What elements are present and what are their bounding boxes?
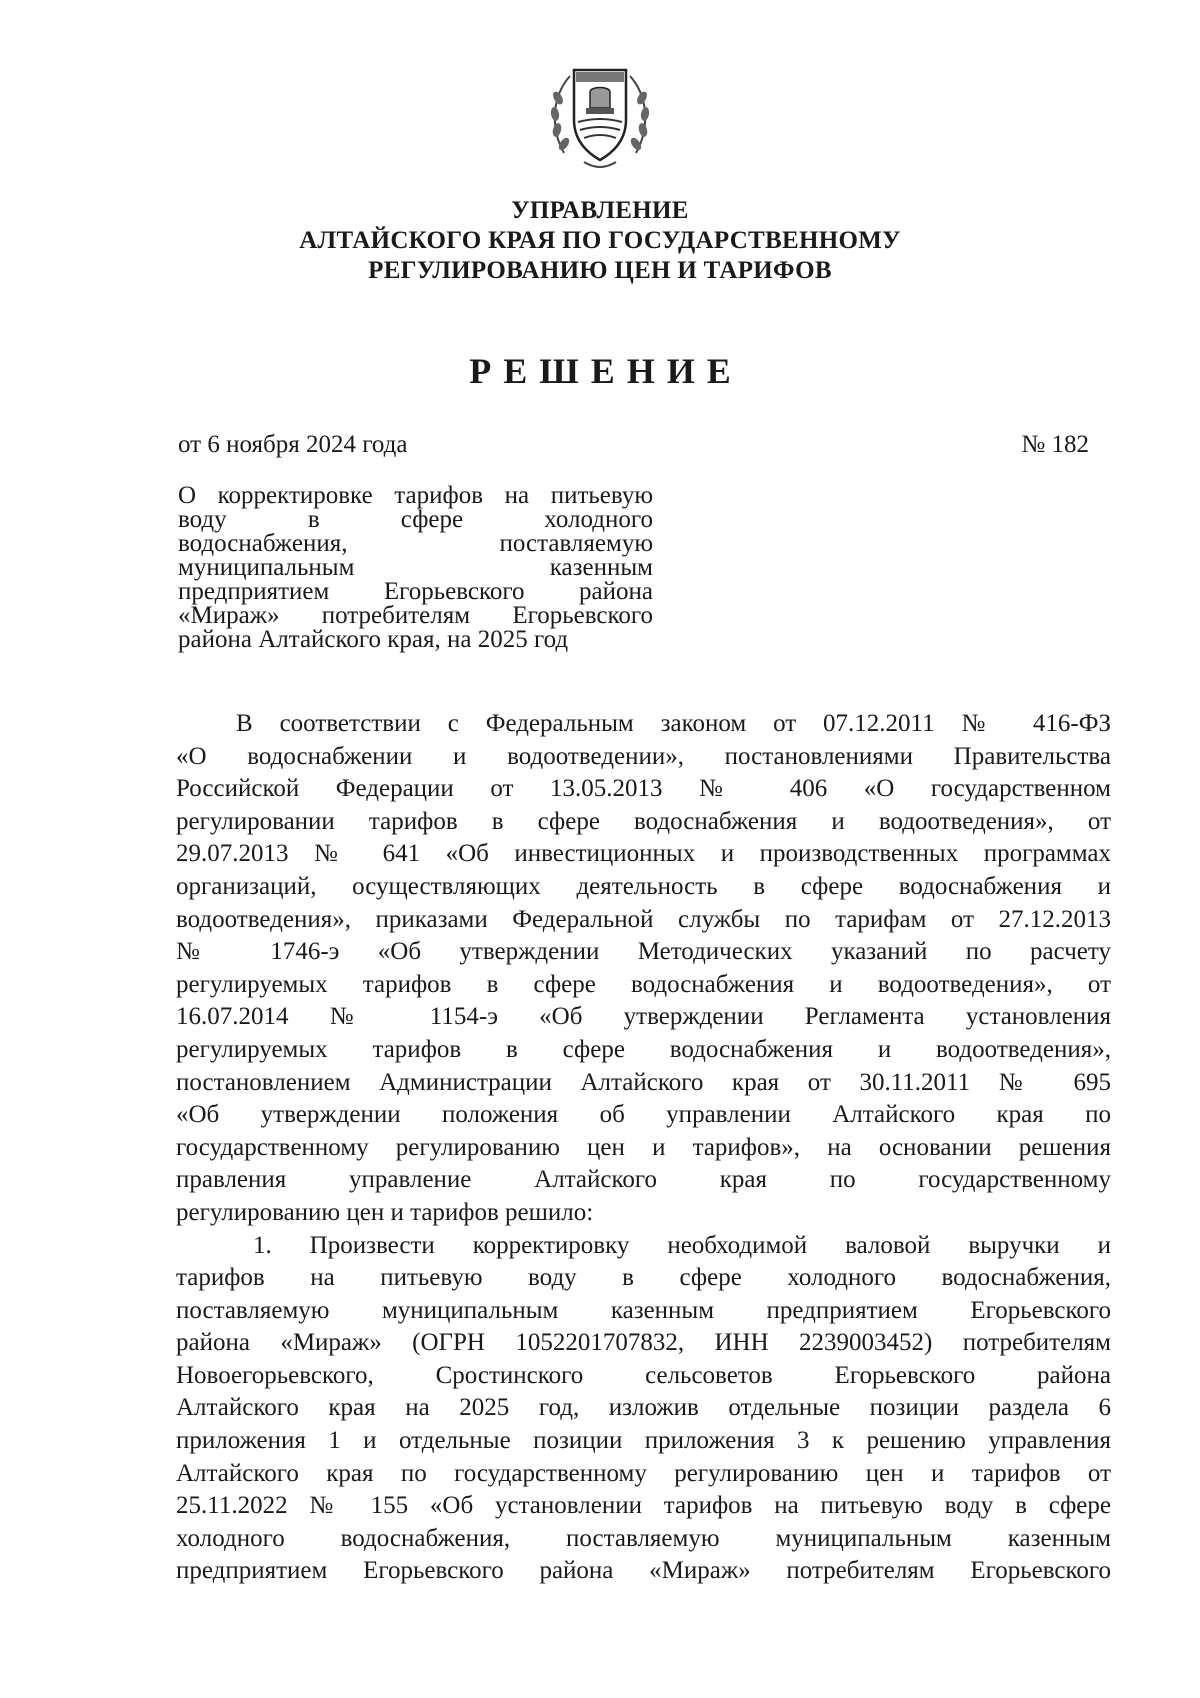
document-date: от 6 ноября 2024 года	[178, 431, 408, 458]
organization-line-2: АЛТАЙСКОГО КРАЯ ПО ГОСУДАРСТВЕННОМУ	[299, 227, 901, 254]
body-line: холодного водоснабжения, поставляемую муниципальным казенным	[176, 1524, 1111, 1552]
document-title: РЕШЕНИЕ	[469, 351, 743, 391]
body-line: водоотведения», приказами Федеральной службы по тарифам от 27.12.2013	[176, 905, 1111, 933]
subject-line: водоснабжения, поставляемую	[178, 530, 653, 557]
body-line: 25.11.2022 № 155 «Об установлении тарифов на питьевую воду в сфере	[176, 1492, 1111, 1520]
body-line: тарифов на питьевую воду в сфере холодного водоснабжения,	[176, 1264, 1111, 1292]
body-line: регулируемых тарифов в сфере водоснабжения и водоотведения»,	[176, 1035, 1111, 1063]
subject-line: О корректировке тарифов на питьевую	[178, 482, 653, 509]
body-line: регулированию цен и тарифов решило:	[176, 1198, 594, 1226]
body-line: В соответствии с Федеральным законом от 07.12.2011 № 416-ФЗ	[236, 710, 1111, 737]
document-subject	[178, 484, 653, 652]
organization-line-1: УПРАВЛЕНИЕ	[511, 197, 689, 224]
document-body	[176, 708, 1111, 1588]
body-line: государственному регулированию цен и тарифов», на основании решения	[176, 1133, 1111, 1161]
body-line: 1. Произвести корректировку необходимой валовой выручки и	[253, 1231, 1111, 1259]
organization-line-3: РЕГУЛИРОВАНИЮ ЦЕН И ТАРИФОВ	[368, 257, 832, 284]
body-line: 29.07.2013 № 641 «Об инвестиционных и производственных программах	[176, 840, 1111, 868]
subject-line: воду в сфере холодного	[178, 506, 653, 533]
body-line: предприятием Егорьевского района «Мираж» потребителям Егорьевского	[176, 1557, 1111, 1585]
coat-of-arms-emblem	[544, 58, 656, 176]
body-line: правления управление Алтайского края по государственному	[176, 1166, 1111, 1194]
body-line: регулировании тарифов в сфере водоснабжения и водоотведения», от	[176, 807, 1111, 835]
body-line: постановлением Администрации Алтайского края от 30.11.2011 № 695	[176, 1068, 1111, 1096]
subject-line: «Мираж» потребителям Егорьевского	[178, 602, 653, 629]
subject-line: района Алтайского края, на 2025 год	[178, 626, 569, 653]
body-line: Новоегорьевского, Сростинского сельсоветов Егорьевского района	[176, 1361, 1111, 1389]
body-line: организаций, осуществляющих деятельность в сфере водоснабжения и	[176, 872, 1111, 900]
body-line: района «Мираж» (ОГРН 1052201707832, ИНН 2239003452) потребителям	[176, 1329, 1111, 1357]
subject-line: муниципальным казенным	[178, 554, 653, 581]
body-line: приложения 1 и отдельные позиции приложения 3 к решению управления	[176, 1427, 1111, 1455]
body-line: регулируемых тарифов в сфере водоснабжения и водоотведения», от	[176, 970, 1111, 998]
body-line: Алтайского края на 2025 год, изложив отдельные позиции раздела 6	[176, 1394, 1111, 1422]
body-line: «Об утверждении положения об управлении Алтайского края по	[176, 1101, 1111, 1129]
body-line: поставляемую муниципальным казенным предприятием Егорьевского	[176, 1296, 1111, 1324]
body-line: Алтайского края по государственному регулированию цен и тарифов от	[176, 1459, 1111, 1487]
body-line: Российской Федерации от 13.05.2013 № 406 «О государственном	[176, 775, 1111, 803]
organization-name	[0, 196, 1200, 286]
body-line: 16.07.2014 № 1154-э «Об утверждении Регламента установления	[176, 1003, 1111, 1031]
subject-line: предприятием Егорьевского района	[178, 578, 653, 605]
body-line: «О водоснабжении и водоотведении», постановлениями Правительства	[176, 742, 1111, 770]
document-number: № 182	[1021, 431, 1089, 458]
body-line: № 1746-э «Об утверждении Методических указаний по расчету	[176, 938, 1111, 966]
